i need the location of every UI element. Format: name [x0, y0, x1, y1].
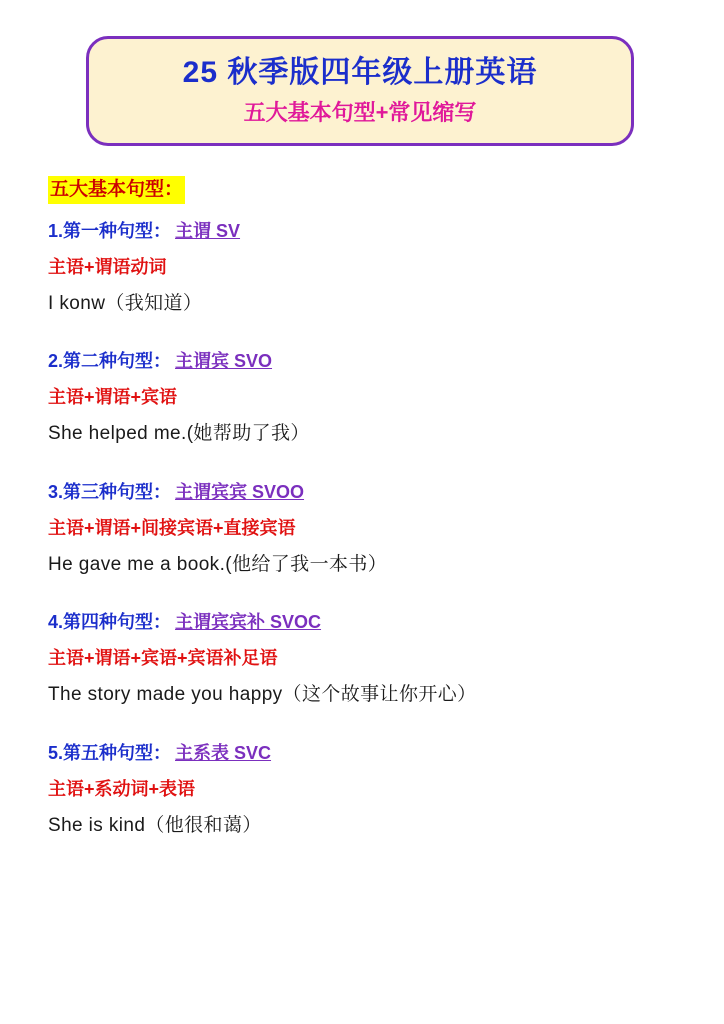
pattern-example-4: The story made you happy（这个故事让你开心） — [48, 684, 477, 706]
pattern-label-text-1: 1.第一种句型： — [48, 220, 172, 241]
page-title: 25 秋季版四年级上册英语 — [182, 56, 538, 90]
pattern-structure-4: 主语+谓语+宾语+宾语补足语 — [48, 648, 278, 669]
pattern-example-2: She helped me.(她帮助了我） — [48, 423, 310, 445]
pattern-label-1 — [48, 218, 688, 245]
pattern-label-text-2: 2.第二种句型： — [48, 351, 172, 372]
pattern-label-5 — [48, 740, 688, 767]
pattern-block-4 — [48, 609, 688, 710]
pattern-structure-1: 主语+谓语动词 — [48, 256, 167, 277]
pattern-label-2 — [48, 348, 688, 375]
pattern-code-2: 主谓宾 SVO — [175, 351, 273, 372]
section-heading: 五大基本句型： — [48, 176, 185, 204]
pattern-structure-2: 主语+谓语+宾语 — [48, 387, 178, 408]
pattern-code-3: 主谓宾宾 SVOO — [175, 481, 305, 502]
pattern-code-1: 主谓 SV — [175, 220, 241, 241]
pattern-label-4 — [48, 609, 688, 636]
pattern-block-2 — [48, 348, 688, 449]
page-subtitle: 五大基本句型+常见缩写 — [243, 100, 477, 126]
pattern-example-5: She is kind（他很和蔼） — [48, 814, 262, 836]
pattern-code-5: 主系表 SVC — [175, 742, 272, 763]
pattern-example-1: I konw（我知道） — [48, 292, 203, 314]
content-body — [48, 176, 688, 840]
pattern-label-text-4: 4.第四种句型： — [48, 612, 172, 633]
pattern-code-4: 主谓宾宾补 SVOC — [175, 612, 322, 633]
pattern-example-3: He gave me a book.(他给了我一本书） — [48, 553, 388, 575]
pattern-block-3 — [48, 479, 688, 580]
pattern-label-text-5: 5.第五种句型： — [48, 742, 172, 763]
pattern-structure-3: 主语+谓语+间接宾语+直接宾语 — [48, 517, 296, 538]
pattern-block-1 — [48, 218, 688, 319]
pattern-block-5 — [48, 740, 688, 841]
pattern-structure-5: 主语+系动词+表语 — [48, 778, 196, 799]
title-banner — [86, 36, 634, 146]
pattern-label-3 — [48, 479, 688, 506]
pattern-label-text-3: 3.第三种句型： — [48, 481, 172, 502]
